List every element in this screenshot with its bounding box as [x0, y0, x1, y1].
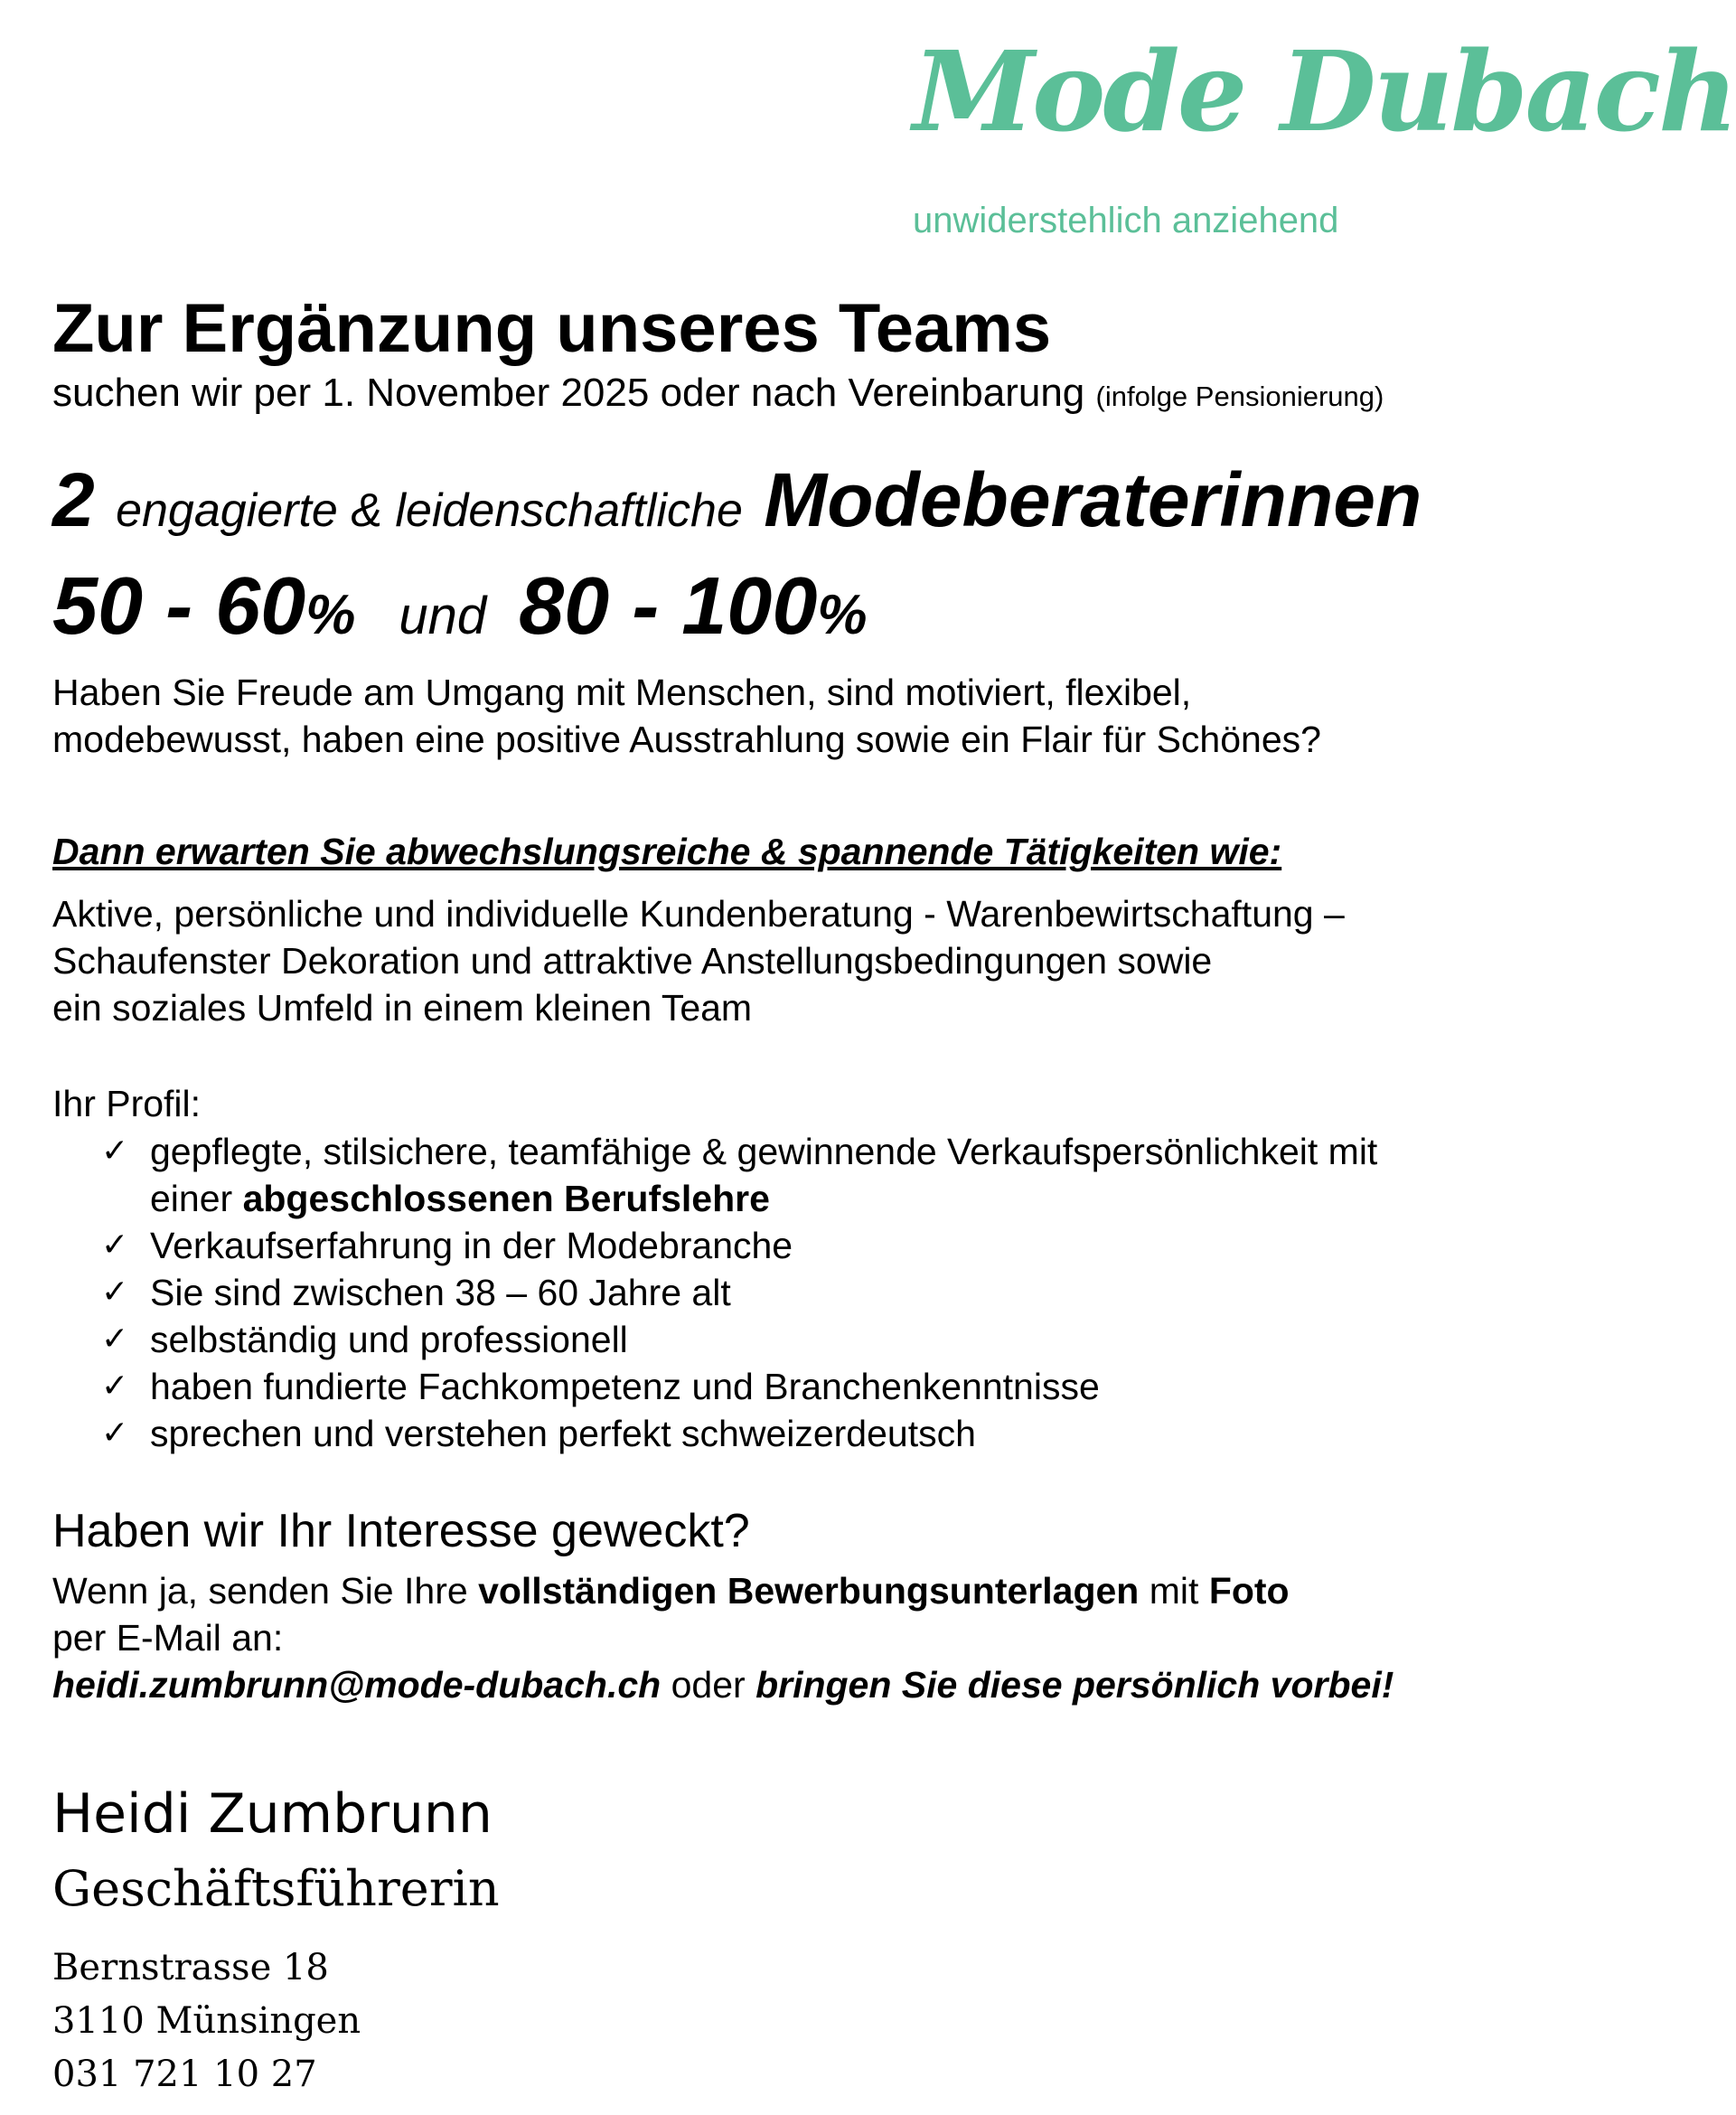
list-item [101, 1128, 1377, 1222]
documents-bold: vollständigen Bewerbungsunterlagen [478, 1570, 1140, 1612]
contact-address [52, 1941, 361, 2101]
bring-in-person: bringen Sie diese persönlich vorbei! [755, 1664, 1394, 1706]
position-adjectives: engagierte & leidenschaftliche [116, 484, 743, 537]
phone-number: 031 721 10 27 [52, 2054, 317, 2095]
text: oder [671, 1664, 746, 1706]
workload-2: 80 - 100 [519, 561, 818, 652]
subtitle-text: suchen wir per 1. November 2025 oder nach Vereinbarung [52, 371, 1085, 415]
list-item [101, 1410, 1377, 1457]
application-line: per E-Mail an: [52, 1617, 284, 1659]
email-link[interactable]: heidi.zumbrunn@mode-dubach.ch [52, 1664, 662, 1706]
contact-role: Geschäftsführerin [52, 1860, 500, 1917]
text: Wenn ja, senden Sie Ihre [52, 1570, 468, 1612]
subtitle-note: (infolge Pensionierung) [1095, 381, 1384, 412]
list-item [101, 1363, 1377, 1410]
checkmark-icon: ✓ [101, 1321, 129, 1358]
list-item-bold: abgeschlossenen Berufslehre [242, 1178, 770, 1219]
contact-name: Heidi Zumbrunn [52, 1782, 493, 1846]
percent-sign: % [817, 584, 868, 646]
list-item-text: sprechen und verstehen perfekt schweizerdeutsch [150, 1413, 976, 1454]
list-item-text: gepflegte, stilsichere, teamfähige & gewinnende Verkaufspersönlichkeit mit [150, 1131, 1378, 1172]
list-item-text: Verkaufserfahrung in der Modebranche [150, 1225, 793, 1266]
workload-and: und [399, 587, 487, 645]
intro-paragraph [52, 669, 1321, 763]
checkmark-icon: ✓ [101, 1368, 129, 1405]
position-count: 2 [52, 457, 95, 542]
list-item [101, 1269, 1377, 1316]
application-info [52, 1567, 1393, 1708]
list-item-text: einer [150, 1178, 233, 1219]
list-item-text: selbständig und professionell [150, 1319, 628, 1360]
list-item [101, 1222, 1377, 1269]
checkmark-icon: ✓ [101, 1227, 129, 1264]
tasks-line: ein soziales Umfeld in einem kleinen Team [52, 987, 753, 1029]
list-item-text: Sie sind zwischen 38 – 60 Jahre alt [150, 1272, 731, 1313]
address-city: 3110 Münsingen [52, 2000, 361, 2042]
page-title: Zur Ergänzung unseres Teams [52, 290, 1052, 367]
list-item-text: haben fundierte Fachkompetenz und Branchenkenntnisse [150, 1366, 1100, 1407]
text: mit [1149, 1570, 1199, 1612]
tasks-line: Aktive, persönliche und individuelle Kundenberatung - Warenbewirtschaftung – [52, 893, 1345, 935]
tasks-heading: Dann erwarten Sie abwechslungsreiche & spannende Tätigkeiten wie: [52, 831, 1282, 872]
interest-heading: Haben wir Ihr Interesse geweckt? [52, 1505, 750, 1557]
position-line [52, 456, 1422, 544]
profile-title: Ihr Profil: [52, 1083, 202, 1124]
logo: Mode Dubach [913, 26, 1736, 156]
photo-bold: Foto [1208, 1570, 1290, 1612]
percent-sign: % [305, 584, 356, 646]
intro-line: modebewusst, haben eine positive Ausstrahlung sowie ein Flair für Schönes? [52, 719, 1321, 760]
profile-list [101, 1128, 1377, 1457]
workload-line [52, 560, 868, 653]
checkmark-icon: ✓ [101, 1415, 129, 1452]
checkmark-icon: ✓ [101, 1274, 129, 1311]
checkmark-icon: ✓ [101, 1133, 129, 1170]
workload-1: 50 - 60 [52, 561, 306, 652]
intro-line: Haben Sie Freude am Umgang mit Menschen, sind motiviert, flexibel, [52, 672, 1192, 713]
position-role: Modeberaterinnen [764, 457, 1422, 542]
application-line [52, 1567, 1393, 1614]
tagline: unwiderstehlich anziehend [913, 201, 1339, 240]
tasks-paragraph [52, 890, 1345, 1031]
list-item [101, 1316, 1377, 1363]
tasks-line: Schaufenster Dekoration und attraktive Anstellungsbedingungen sowie [52, 940, 1213, 982]
subtitle [52, 371, 1384, 416]
application-line [52, 1661, 1393, 1708]
address-street: Bernstrasse 18 [52, 1947, 329, 1988]
